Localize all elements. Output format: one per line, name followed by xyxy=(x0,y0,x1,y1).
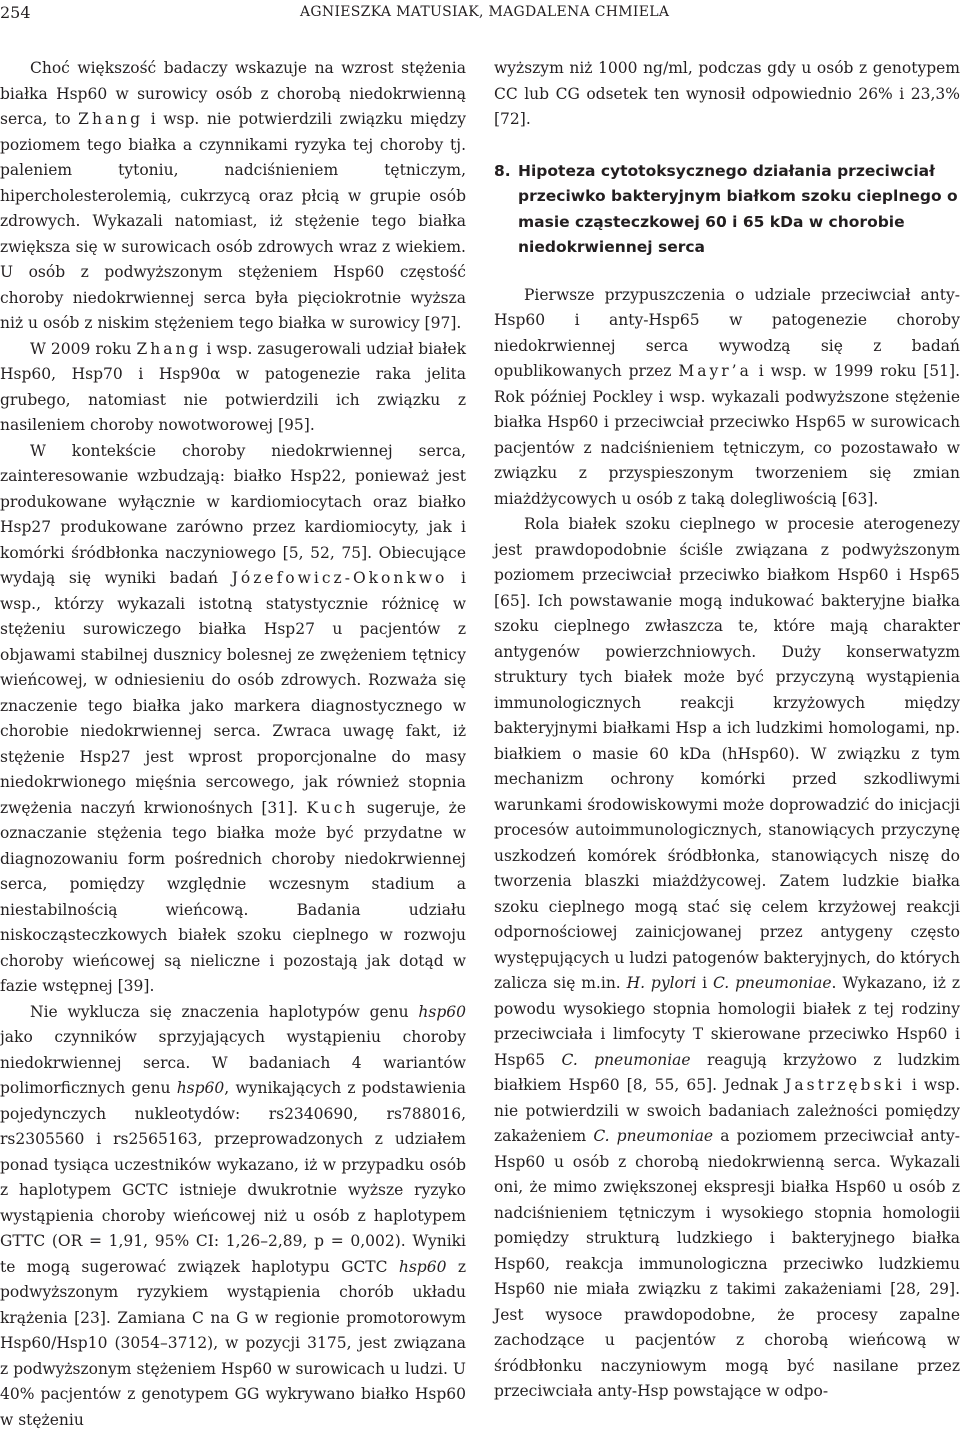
gene-name: hsp60 xyxy=(418,1002,466,1021)
running-head: AGNIESZKA MATUSIAK, MAGDALENA CHMIELA xyxy=(300,4,670,20)
page-number: 254 xyxy=(0,3,31,22)
author-name: Zhang xyxy=(136,339,202,358)
paragraph-zhang-2009: W 2009 roku Zhang i wsp. zasugerowali udział białek Hsp60, Hsp70 i Hsp90α w patogenezie raka jelita grubego, natomiast nie potwierdzili ich związku z nasileniem choroby nowotworowej [95]. xyxy=(0,339,466,434)
section-title: Hipoteza cytotoksycznego działania przeciwciał przeciwko bakteryjnym białkom szoku cieplnego o masie cząsteczkowej 60 i 65 kDa w chorobie niedokrwiennej serca xyxy=(518,161,958,256)
species-name: C. pneumoniae xyxy=(593,1127,714,1145)
left-column xyxy=(0,56,466,1433)
species-name: H. pylori xyxy=(626,974,697,992)
author-name: Mayr’a xyxy=(678,362,752,380)
author-name: Jastrzębski xyxy=(785,1076,905,1094)
gene-name: hsp60 xyxy=(176,1079,225,1097)
species-name: C. pneumoniae xyxy=(712,974,832,992)
right-column xyxy=(494,56,960,1405)
paragraph-first-hypotheses: Pierwsze przypuszczenia o udziale przeciwciał anty-Hsp60 i anty-Hsp65 w patogenezie choroby niedokrwiennej serca wywodzą się z badań opublikowanych przez Mayr’a i wsp. w 1999 roku [51]. Rok później Pockley i wsp. wykazali podwyższone stężenie białka Hsp60 i przeciwciał przeciwko Hsp65 w surowicach pacjentów z nadciśnieniem tętniczym, co pozostawało w związku z przyspieszonym tworzeniem się zmian miażdżycowych u osób z taką dolegliwością [63]. xyxy=(494,285,960,508)
author-name: Józefowicz-Okonkwo xyxy=(231,569,448,587)
page-header xyxy=(0,0,960,26)
paragraph-continued: wyższym niż 1000 ng/ml, podczas gdy u osób z genotypem CC lub CG odsetek ten wynosił odpowiednio 26% i 23,3% [72]. xyxy=(494,59,960,128)
gene-name: hsp60 xyxy=(398,1257,447,1276)
species-name: C. pneumoniae xyxy=(561,1050,691,1069)
paragraph-zhang-hsp60: Choć większość badaczy wskazuje na wzrost stężenia białka Hsp60 w surowicy osób z chorobą niedokrwienną serca, to Zhang i wsp. nie potwierdzili związku między poziomem tego białka a czynnikami ryzyka tej choroby tj. paleniem tytoniu, nadciśnieniem tętniczym, hipercholesterolemią, cukrzycą oraz płcią w grupie osób zdrowych. Wykazali natomiast, iż stężenie tego białka zwiększa się w surowicach osób zdrowych wraz z wiekiem. U osób z podwyższonym stężeniem Hsp60 częstość choroby niedokrwiennej serca była pięciokrotnie wyższa niż u osób z niskim stężeniem tego białka w surowicy [97]. xyxy=(0,59,466,332)
paragraph-hsp22-hsp27: W kontekście choroby niedokrwiennej serca, zainteresowanie wzbudzają: białko Hsp22, ponieważ jest produkowane wyłącznie w kardiomiocytach oraz białko Hsp27 produkowane zarówno przez kardiomiocyty, jak i komórki śródbłonka naczyniowego [5, 52, 75]. Obiecujące wydają się wyniki badań Józefowicz-Okonkwo i wsp., którzy wykazali istotną statystycznie różnicę w stężeniu surowiczego białka Hsp27 u pacjentów z objawami stabilnej dusznicy bolesnej ze zwężeniem tętnicy wieńcowej, w odniesieniu do osób zdrowych. Rozważa się znaczenie tego białka jako markera diagnostycznego w chorobie niedokrwiennej serca. Zwraca uwagę fakt, iż stężenie Hsp27 jest wprost proporcjonalne do masy niedokrwionego mięśnia sercowego, jak również stopnia zwężenia naczyń krwionośnych [31]. Kuch sugeruje, że oznaczanie stężenia tego białka może być przydatne w diagnozowaniu form pośrednich choroby niedokrwiennej serca, pomiędzy względnie wczesnym stadium a niestabilnością wieńcową. Badania udziału niskocząsteczkowych białek szoku cieplnego w rozwoju choroby wieńcowej są nieliczne i pozostają jak dotąd w fazie wstępnej [39]. xyxy=(0,441,466,995)
paragraph-role-of-hsp: Rola białek szoku cieplnego w procesie aterogenezy jest prawdopodobnie ściśle związana z podwyższonym poziomem przeciwciał przeciwko białkom Hsp60 i Hsp65 [65]. Ich powstawanie mogą indukować bakteryjne białka szoku cieplnego zwłaszcza te, które mają charakter antygenów powierzchniowych. Duży konserwatyzm struktury tych białek może być przyczyną wystąpienia immunologicznych reakcji krzyżowych między bakteryjnymi białkami Hsp a ich ludzkimi homologami, np. białkiem o masie 60 kDa (hHsp60). W związku z tym mechanizm ochrony komórki przed szkodliwymi warunkami środowiskowymi może doprowadzić do inicjacji procesów autoimmunologicznych, stanowiących przyczynę uszkodzeń komórek śródbłonka, stanowiących niszę do tworzenia blaszki miażdżycowej. Zatem ludzkie białka szoku cieplnego mogą stać się celem krzyżowej reakcji odpornościowej zainicjowanej przez antygeny często występujących u ludzi patogenów bakteryjnych, do których zalicza się m.in. H. pylori i C. pneumoniae. Wykazano, iż z powodu wysokiego stopnia homologii białek z tej rodziny przeciwciała i limfocyty T skierowane przeciwko Hsp60 i Hsp65 C. pneumoniae reagują krzyżowo z ludzkim białkiem Hsp60 [8, 55, 65]. Jednak Jastrzębski i wsp. nie potwierdzili w swoich badaniach zależności pomiędzy zakażeniem C. pneumoniae a poziomem przeciwciał anty-Hsp60 u osób z chorobą niedokrwienną serca. Wykazali oni, że mimo zwiększonej ekspresji białka Hsp60 u osób z nadciśnieniem tętniczym i wysokiego stopnia homologii pomiędzy strukturą ludzkiego i bakteryjnego białka Hsp60, reakcja immunologiczna przeciwko ludzkiemu Hsp60 nie miała związku z takimi zakażeniami [28, 29]. Jest wysoce prawdopodobne, że procesy zapalne zachodzące u pacjentów z chorobą wieńcową w śródbłonku naczyniowym mogą być nasilane przez przeciwciała anty-Hsp powstające w odpo- xyxy=(494,515,960,1400)
author-name: Zhang xyxy=(78,110,144,128)
paragraph-haplotypes: Nie wyklucza się znaczenia haplotypów genu hsp60 jako czynników sprzyjających wystąpieniu choroby niedokrwiennej serca. W badaniach 4 wariantów polimorficznych genu hsp60, wynikających z podstawienia pojedynczych nukleotydów: rs2340690, rs788016, rs2305560 i rs2565163, przeprowadzonych z udziałem ponad tysiąca uczestników wykazano, iż w przypadku osób z haplotypem GCTC istnieje dwukrotnie wyższe ryzyko wystąpienia choroby wieńcowej niż u osób z haplotypem GTTC (OR = 1,91, 95% CI: 1,26–2,89, p = 0,002). Wyniki te mogą sugerować związek haplotypu GCTC hsp60 z podwyższonym ryzykiem wystąpienia chorób układu krążenia [23]. Zamiana C na G w regionie promotorowym Hsp60/Hsp10 (3054–3712), w pozycji 3175, jest związana z podwyższonym stężeniem Hsp60 w surowicach u ludzi. U 40% pacjentów z genotypem GG wykrywano białko Hsp60 w stężeniu xyxy=(0,1002,466,1429)
author-name: Kuch xyxy=(306,798,359,817)
section-number: 8. xyxy=(494,161,511,180)
section-heading-8 xyxy=(494,159,960,261)
